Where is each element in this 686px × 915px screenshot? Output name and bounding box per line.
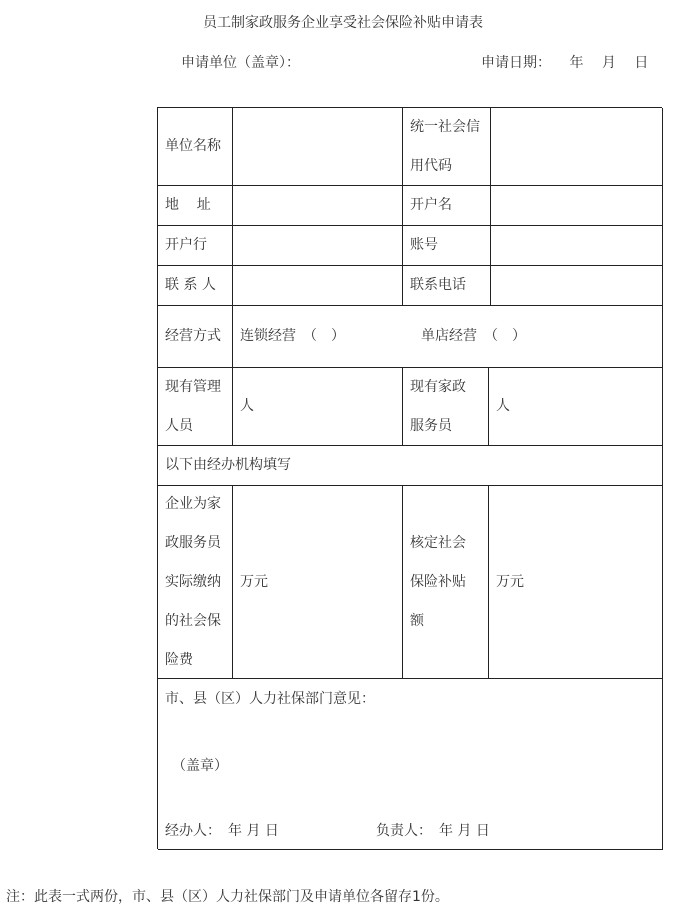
apply-date-ymd — [569, 55, 662, 71]
account-no-label: 账号 — [410, 237, 438, 253]
managers-label: 现有管理 人员 — [165, 378, 221, 434]
phone-label-cell — [403, 266, 491, 306]
bank-label-cell — [158, 226, 233, 266]
managers-label-cell — [158, 368, 233, 446]
account-name-label-cell — [403, 186, 491, 226]
managers-unit: 人 — [240, 398, 254, 414]
account-no-input[interactable] — [491, 226, 663, 266]
contact-input[interactable] — [233, 266, 403, 306]
apply-date — [481, 52, 662, 72]
account-name-input[interactable] — [491, 186, 663, 226]
bank-label: 开户行 — [165, 237, 207, 253]
credit-code-label-cell — [403, 108, 491, 186]
credit-code-label: 统一社会信 用代码 — [410, 118, 480, 174]
address-label-cell — [158, 186, 233, 226]
opinion-label: 市、县（区）人力社保部门意见： — [165, 691, 375, 707]
phone-label: 联系电话 — [410, 277, 466, 293]
address-input[interactable] — [233, 186, 403, 226]
agency-section-cell — [158, 446, 663, 486]
credit-code-input[interactable] — [491, 108, 663, 186]
year-label: 年 — [569, 55, 584, 71]
footnote: 注：此表一式两份，市、县（区）人力社保部门及申请单位各留存1份。 — [6, 889, 449, 905]
account-name-label: 开户名 — [410, 197, 452, 213]
paid-insurance-input[interactable] — [233, 486, 403, 679]
business-mode-options — [233, 306, 663, 368]
application-form-table — [157, 107, 662, 849]
unit-name-label: 单位名称 — [165, 138, 221, 154]
agency-section-label: 以下由经办机构填写 — [165, 457, 291, 473]
opinion-cell[interactable] — [158, 679, 663, 850]
handler-label: 经办人： 年 月 日 — [165, 823, 279, 839]
month-label: 月 — [601, 55, 616, 71]
paid-unit: 万元 — [240, 573, 268, 590]
address-label: 地 址 — [165, 197, 211, 213]
form-title: 员工制家政服务企业享受社会保险补贴申请表 — [203, 15, 483, 31]
paid-insurance-label: 企业为家 政服务员 实际缴纳 的社会保 险费 — [165, 495, 221, 668]
approved-subsidy-label-cell — [403, 486, 489, 679]
domestic-workers-label: 现有家政 服务员 — [410, 378, 466, 434]
single-option[interactable]: 单店经营 （ ） — [421, 328, 526, 344]
seal-label: （盖章） — [172, 758, 228, 774]
domestic-workers-unit: 人 — [496, 398, 510, 414]
approved-subsidy-input[interactable] — [489, 486, 663, 679]
approved-subsidy-label: 核定社会 保险补贴 额 — [410, 534, 466, 629]
apply-date-label: 申请日期： — [481, 55, 551, 71]
domestic-workers-label-cell — [403, 368, 489, 446]
business-mode-label: 经营方式 — [165, 328, 221, 344]
contact-label-cell — [158, 266, 233, 306]
unit-name-label-cell — [158, 108, 233, 186]
contact-label: 联 系 人 — [165, 277, 216, 293]
applicant-unit-label: 申请单位（盖章）： — [181, 55, 300, 71]
day-label: 日 — [634, 55, 649, 71]
bank-input[interactable] — [233, 226, 403, 266]
chain-option[interactable]: 连锁经营 （ ） — [240, 328, 345, 344]
subsidy-unit: 万元 — [496, 573, 524, 590]
phone-input[interactable] — [491, 266, 663, 306]
unit-name-input[interactable] — [233, 108, 403, 186]
business-mode-label-cell — [158, 306, 233, 368]
managers-input[interactable] — [233, 368, 403, 446]
responsible-label: 负责人： 年 月 日 — [376, 823, 490, 839]
paid-insurance-label-cell — [158, 486, 233, 679]
account-no-label-cell — [403, 226, 491, 266]
domestic-workers-input[interactable] — [489, 368, 663, 446]
